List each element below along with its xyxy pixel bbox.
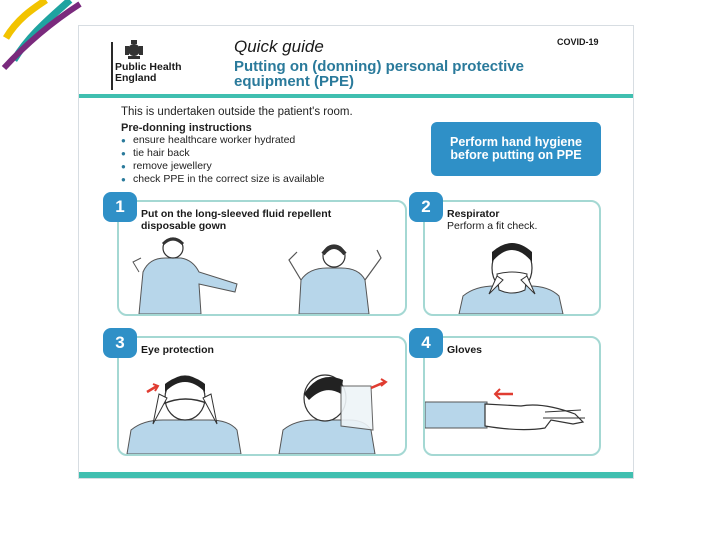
- royal-crest-icon: [123, 40, 145, 60]
- covid-tag: COVID-19: [557, 37, 599, 47]
- ppe-quick-guide-poster: [79, 26, 633, 478]
- intro-text: This is undertaken outside the patient's room.: [121, 106, 353, 118]
- gown-illustration: [119, 232, 405, 314]
- hand-hygiene-box: Perform hand hygiene before putting on PPE: [431, 122, 601, 176]
- guide-label: Quick guide: [234, 37, 324, 56]
- step-title: Put on the long-sleeved fluid repellent disposable gown: [141, 208, 332, 232]
- organisation-name: Public Health England: [115, 61, 182, 84]
- intro-section: [121, 106, 441, 186]
- step-3-eye-protection: [115, 333, 407, 456]
- step-number: 1: [103, 192, 137, 222]
- list-item: ● ensure healthcare worker hydrated: [121, 134, 441, 147]
- header-divider: [111, 42, 113, 90]
- step-title: Respirator: [447, 208, 500, 220]
- step-subtitle: Perform a fit check.: [447, 220, 538, 232]
- eye-protection-illustration: [119, 364, 405, 454]
- phe-logo: [115, 40, 215, 84]
- step-1-gown: [115, 197, 407, 316]
- footer-band: [79, 472, 633, 478]
- pre-donning-list: [121, 134, 441, 186]
- guide-title: Putting on (donning) personal protective equipment (PPE): [234, 58, 524, 90]
- list-item: ● check PPE in the correct size is available: [121, 173, 441, 186]
- step-title: Gloves: [447, 344, 483, 356]
- step-4-gloves: [421, 333, 601, 456]
- poster-header: [79, 26, 633, 98]
- pre-donning-title: Pre-donning instructions: [121, 122, 252, 134]
- step-2-respirator: [421, 197, 601, 316]
- list-item: ● remove jewellery: [121, 160, 441, 173]
- header-band: [79, 94, 633, 98]
- step-number: 3: [103, 328, 137, 358]
- respirator-illustration: [425, 234, 599, 314]
- gloves-illustration: [425, 364, 599, 454]
- step-number: 2: [409, 192, 443, 222]
- step-number: 4: [409, 328, 443, 358]
- step-title: Eye protection: [141, 344, 214, 356]
- slide-swoosh-decoration: [0, 0, 90, 80]
- list-item: ● tie hair back: [121, 147, 441, 160]
